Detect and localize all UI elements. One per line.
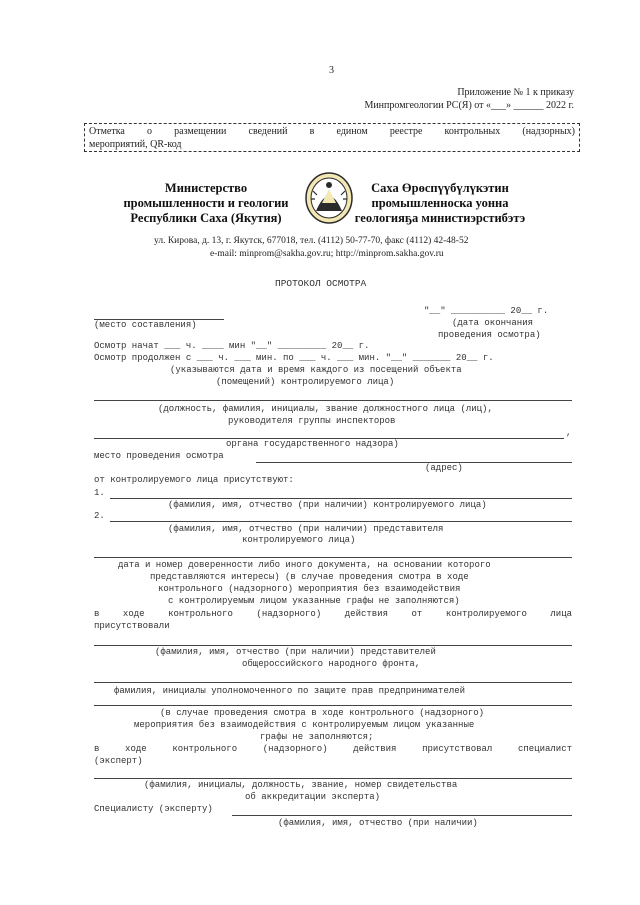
- qr-box-line-2: мероприятий, QR-код: [89, 139, 182, 150]
- address-label: (адрес): [425, 463, 463, 473]
- inspection-start: Осмотр начат ___ ч. ____ мин "__" _________ 20__ г.: [94, 341, 370, 351]
- official-label-2: руководителя группы инспекторов: [228, 416, 396, 426]
- onf-label-1: (фамилия, имя, отчество (при наличии) представителей: [155, 647, 436, 657]
- page-number: 3: [329, 65, 334, 76]
- present-line-2: [110, 521, 572, 522]
- organ-comma: ,: [566, 428, 572, 438]
- nocontact-note-3: графы не заполняются;: [260, 732, 374, 742]
- controlled-person-label: (фамилия, имя, отчество (при наличии) контролируемого лица): [168, 500, 487, 510]
- course-line-1: в ходе контрольного (надзорного) действия от контролируемого лица: [94, 609, 572, 619]
- onf-line: [94, 645, 572, 646]
- inspection-place-label: место проведения осмотра: [94, 451, 224, 461]
- present-number-1: 1.: [94, 488, 105, 498]
- ministry-address: ул. Кирова, д. 13, г. Якутск, 677018, тел. (4112) 50-77-70, факс (4112) 42-48-52: [154, 236, 469, 246]
- ministry-email: e-mail: minprom@sakha.gov.ru; http://minprom.sakha.gov.ru: [210, 249, 444, 259]
- appendix-line-2: Минпромгеологии РС(Я) от «___» ______ 2022 г.: [364, 100, 574, 111]
- power-note-2: представляются интересы) (в случае проведения смотра в ходе: [150, 572, 469, 582]
- ombudsman-line: [94, 682, 572, 683]
- organ-label: органа государственного надзора): [226, 439, 399, 449]
- course-line-2: присутствовали: [94, 621, 170, 631]
- place-label: (место составления): [94, 320, 197, 330]
- expert-fio-label-2: об аккредитации эксперта): [245, 792, 381, 802]
- expert-fio-label-1: (фамилия, инициалы, должность, звание, номер свидетельства: [144, 780, 458, 790]
- nocontact-note-2: мероприятия без взаимодействия с контролируемым лицом указанные: [134, 720, 475, 730]
- qr-registry-box: [84, 123, 580, 152]
- ombudsman-label: фамилия, инициалы уполномоченного по защите прав предпринимателей: [114, 686, 466, 696]
- date-end-label-2: проведения осмотра): [438, 330, 541, 340]
- ministry-name-sakha: Саха Өрөспүүбүлүкэтин промышленноска уонна геологияҕа министиэрстибэтэ: [354, 181, 526, 225]
- coat-of-arms-logo: [304, 171, 354, 225]
- specialist-label: Специалисту (эксперту): [94, 804, 213, 814]
- nocontact-note-1: (в случае проведения смотра в ходе контрольного (надзорного): [160, 708, 485, 718]
- onf-label-2: общероссийского народного фронта,: [242, 659, 421, 669]
- power-note-1: дата и номер доверенности либо иного документа, на основании которого: [118, 560, 491, 570]
- visit-dates-note-1: (указываются дата и время каждого из посещений объекта: [170, 365, 462, 375]
- power-note-3: контрольного (надзорного) мероприятия без взаимодействия: [158, 584, 461, 594]
- visit-dates-note-2: (помещений) контролируемого лица): [216, 377, 395, 387]
- present-line-1: [110, 498, 572, 499]
- power-note-4: с контролируемым лицом указанные графы не заполняются): [168, 596, 460, 606]
- nocontact-line: [94, 705, 572, 706]
- date-end-label-1: (дата окончания: [452, 318, 534, 328]
- ministry-name-ru: Министерство промышленности и геологии Республики Саха (Якутия): [123, 181, 289, 225]
- date-field: "__" __________ 20__ г.: [424, 306, 549, 316]
- specialist-line: [232, 815, 572, 816]
- representative-label-2: контролируемого лица): [242, 535, 356, 545]
- inspection-place-line: [256, 462, 572, 463]
- present-number-2: 2.: [94, 511, 105, 521]
- expert-line-1: в ходе контрольного (надзорного) действия присутствовал специалист: [94, 744, 572, 754]
- official-line: [94, 400, 572, 401]
- power-of-attorney-line: [94, 557, 572, 558]
- appendix-line-1: Приложение № 1 к приказу: [457, 87, 574, 98]
- official-label-1: (должность, фамилия, инициалы, звание должностного лица (лиц),: [158, 404, 493, 414]
- present-label: от контролируемого лица присутствуют:: [94, 475, 294, 485]
- expert-fio-line: [94, 778, 572, 779]
- document-title: ПРОТОКОЛ ОСМОТРА: [275, 278, 367, 289]
- expert-line-2: (эксперт): [94, 756, 143, 766]
- qr-box-line-1: Отметка о размещении сведений в едином реестре контрольных (надзорных): [89, 126, 575, 137]
- specialist-fio-label: (фамилия, имя, отчество (при наличии): [278, 818, 478, 828]
- inspection-continued: Осмотр продолжен с ___ ч. ___ мин. по ___ ч. ___ мин. "__" _______ 20__ г.: [94, 353, 494, 363]
- representative-label-1: (фамилия, имя, отчество (при наличии) представителя: [168, 524, 444, 534]
